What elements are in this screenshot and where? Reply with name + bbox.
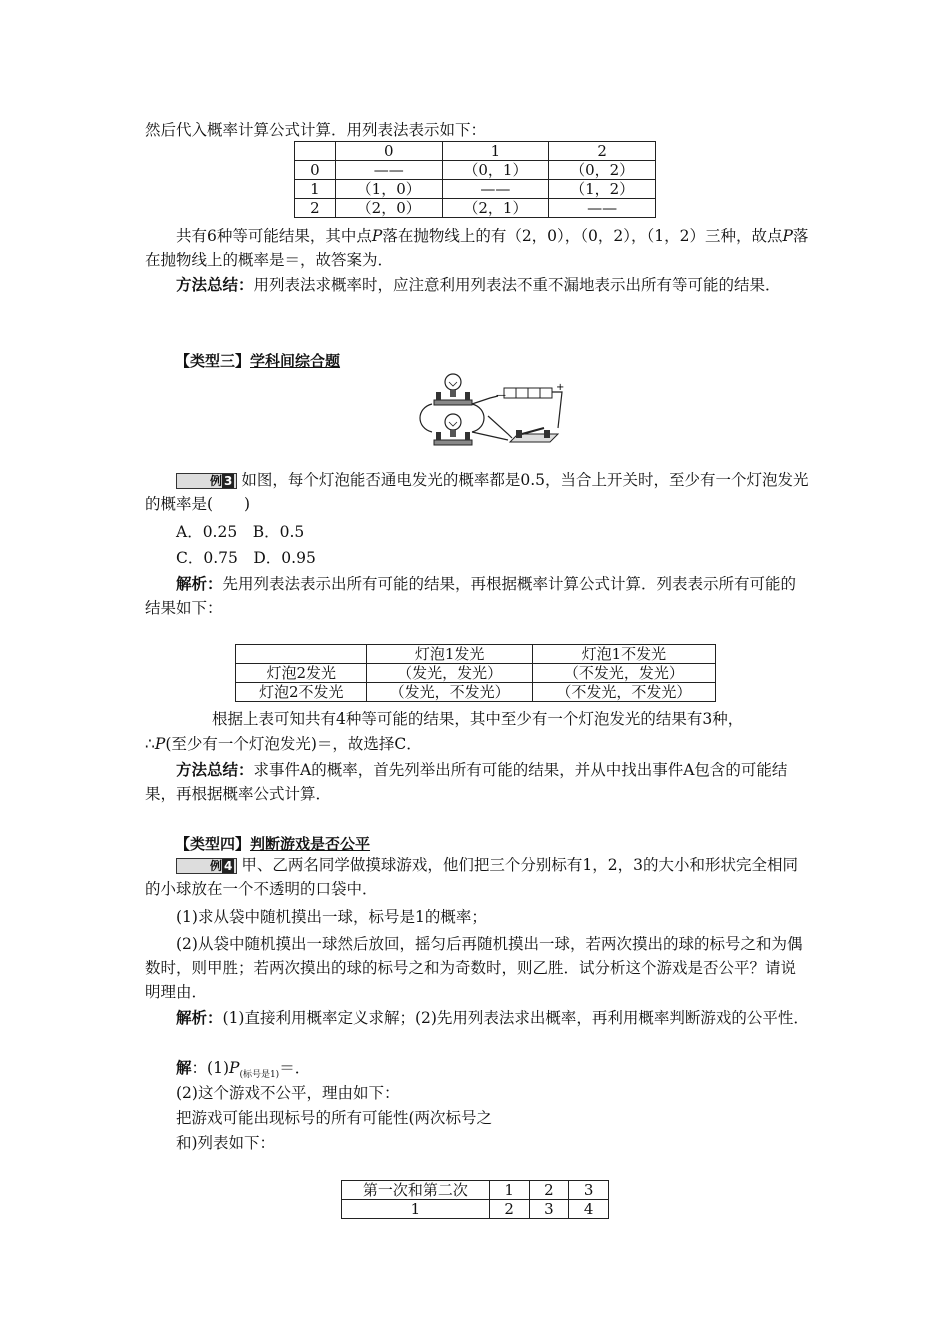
table-cell: 第一次和第二次 (342, 1181, 490, 1200)
table-cell (236, 645, 367, 664)
var-p: P (229, 1059, 240, 1077)
method-summary-3 (145, 758, 810, 806)
badge-label: 例 (210, 859, 223, 873)
table-cell: 0 (295, 161, 336, 180)
option-line: C．0.75 D．0.95 (176, 549, 316, 567)
switch (510, 428, 558, 442)
table-cell: 灯泡1发光 (367, 645, 532, 664)
table-row (295, 142, 656, 161)
table-row (295, 161, 656, 180)
example-text: 甲、乙两名同学做摸球游戏，他们把三个分别标有1，2，3的大小和形状完全相同的小球放在一个不透明的口袋中． (145, 856, 798, 898)
table-cell: 1 (489, 1181, 529, 1200)
example-3 (145, 468, 810, 516)
question-2: (2)从袋中随机摸出一球然后放回，摇匀后再随机摸出一球，若两次摸出的球的标号之和为偶数时，则甲胜；若两次摸出的球的标号之和为奇数时，则乙胜．试分析这个游戏是否公平？请说明理由． (145, 935, 803, 1001)
table-cell: （0，2） (549, 161, 656, 180)
method-text: 求事件A的概率，首先列举出所有可能的结果，并从中找出事件A包含的可能结果，再根据概率公式计算． (145, 761, 788, 803)
section-heading-type3 (175, 350, 340, 371)
text: (1) (207, 1059, 229, 1077)
table-cell: 灯泡2发光 (236, 664, 367, 683)
table-cell: 0 (335, 142, 442, 161)
table-row (342, 1181, 609, 1200)
example-4 (145, 853, 810, 901)
table-cell: 2 (295, 199, 336, 218)
table-cell: —— (335, 161, 442, 180)
table-cell: —— (442, 180, 549, 199)
table-coordinates (294, 141, 656, 218)
table-cell: （发光，发光） (367, 664, 532, 683)
table-cell: 4 (569, 1200, 609, 1219)
var-p: P (154, 735, 166, 753)
solution-3b: 和)列表如下： (176, 1134, 276, 1152)
table-cell: （2，0） (335, 199, 442, 218)
text: 落在抛物线上的概率是＝，故答案为． (145, 227, 809, 269)
table-bulbs (235, 644, 716, 702)
table-cell: （0，1） (442, 161, 549, 180)
option-line: A．0.25 B．0.5 (176, 523, 305, 541)
table-cell (295, 142, 336, 161)
table-cell: —— (549, 199, 656, 218)
battery-minus-label: — (496, 390, 506, 401)
table-cell: （2，1） (442, 199, 549, 218)
text: 落在抛物线上的有（2，0），（0，2），（1，2）三种，故点 (382, 227, 783, 245)
bulb-top (434, 374, 472, 405)
method-label: 方法总结： (176, 761, 254, 779)
example-badge (176, 473, 237, 489)
table-cell: 灯泡2不发光 (236, 683, 367, 702)
table-cell: （1，0） (335, 180, 442, 199)
table-row (236, 664, 716, 683)
heading-title: 学科间综合题 (250, 352, 341, 370)
example-text: 如图，每个灯泡能否通电发光的概率都是0.5，当合上开关时，至少有一个灯泡发光的概率是( ) (145, 471, 809, 513)
question-1: (1)求从袋中随机摸出一球，标号是1的概率； (176, 908, 487, 926)
badge-number: 4 (224, 859, 233, 873)
text: ： (191, 1059, 208, 1077)
table-row (295, 199, 656, 218)
wire (420, 392, 562, 440)
circuit-figure (412, 368, 570, 464)
therefore-symbol: ∴ (145, 735, 155, 753)
table-cell: 1 (442, 142, 549, 161)
table-cell: 灯泡1不发光 (532, 645, 715, 664)
var-p: P (782, 227, 793, 245)
analysis-3 (145, 572, 810, 620)
text: 共有6种等可能结果，其中点 (176, 227, 372, 245)
text: (至少有一个灯泡发光)＝，故选择C． (165, 735, 422, 753)
solution-2: (2)这个游戏不公平，理由如下： (176, 1084, 400, 1102)
intro-text: 然后代入概率计算公式计算．用列表法表示如下： (145, 121, 487, 139)
table-row (236, 645, 716, 664)
table-row (295, 180, 656, 199)
solution-3a: 把游戏可能出现标号的所有可能性(两次标号之 (176, 1109, 493, 1127)
table-cell: （不发光，不发光） (532, 683, 715, 702)
solution-label: 解 (176, 1059, 192, 1077)
heading-bracket: 【类型三】 (175, 352, 251, 370)
conclusion-3-line1: 根据上表可知共有4种等可能的结果，其中至少有一个灯泡发光的结果有3种， (212, 710, 744, 728)
analysis-text: 先用列表法表示出所有可能的结果，再根据概率计算公式计算．列表表示所有可能的结果如下： (145, 575, 797, 617)
badge-number: 3 (224, 474, 233, 488)
table-row (236, 683, 716, 702)
heading-title: 判断游戏是否公平 (250, 835, 371, 853)
method-summary-1 (145, 273, 810, 297)
table-cell: 1 (342, 1200, 490, 1219)
table-cell: 2 (489, 1200, 529, 1219)
method-text: 用列表法求概率时，应注意利用列表法不重不漏地表示出所有等可能的结果． (253, 276, 781, 294)
bulb-bottom (434, 414, 472, 445)
heading-bracket: 【类型四】 (175, 835, 251, 853)
var-p: P (371, 227, 383, 245)
table-cell: 2 (529, 1181, 569, 1200)
subscript: (标号是1) (239, 1070, 280, 1081)
table-sums (341, 1180, 609, 1219)
table-cell: 2 (549, 142, 656, 161)
conclusion-3-line2 (145, 732, 810, 756)
table-cell: 1 (295, 180, 336, 199)
conclusion-1 (145, 224, 810, 272)
table-cell: （1，2） (549, 180, 656, 199)
table-cell: （不发光，发光） (532, 664, 715, 683)
example-badge (176, 858, 237, 874)
battery-plus-label: + (556, 382, 565, 393)
badge-label: 例 (210, 474, 223, 488)
analysis-label: 解析： (176, 575, 223, 593)
table-cell: （发光，不发光） (367, 683, 532, 702)
table-cell: 3 (529, 1200, 569, 1219)
table-row (342, 1200, 609, 1219)
table-cell: 3 (569, 1181, 609, 1200)
analysis-label: 解析： (176, 1009, 223, 1027)
text: ＝． (279, 1059, 311, 1077)
analysis-text: (1)直接利用概率定义求解；(2)先用列表法求出概率，再利用概率判断游戏的公平性． (222, 1009, 809, 1027)
method-label: 方法总结： (176, 276, 254, 294)
section-heading-type4 (175, 833, 370, 854)
analysis-4 (145, 1006, 810, 1030)
